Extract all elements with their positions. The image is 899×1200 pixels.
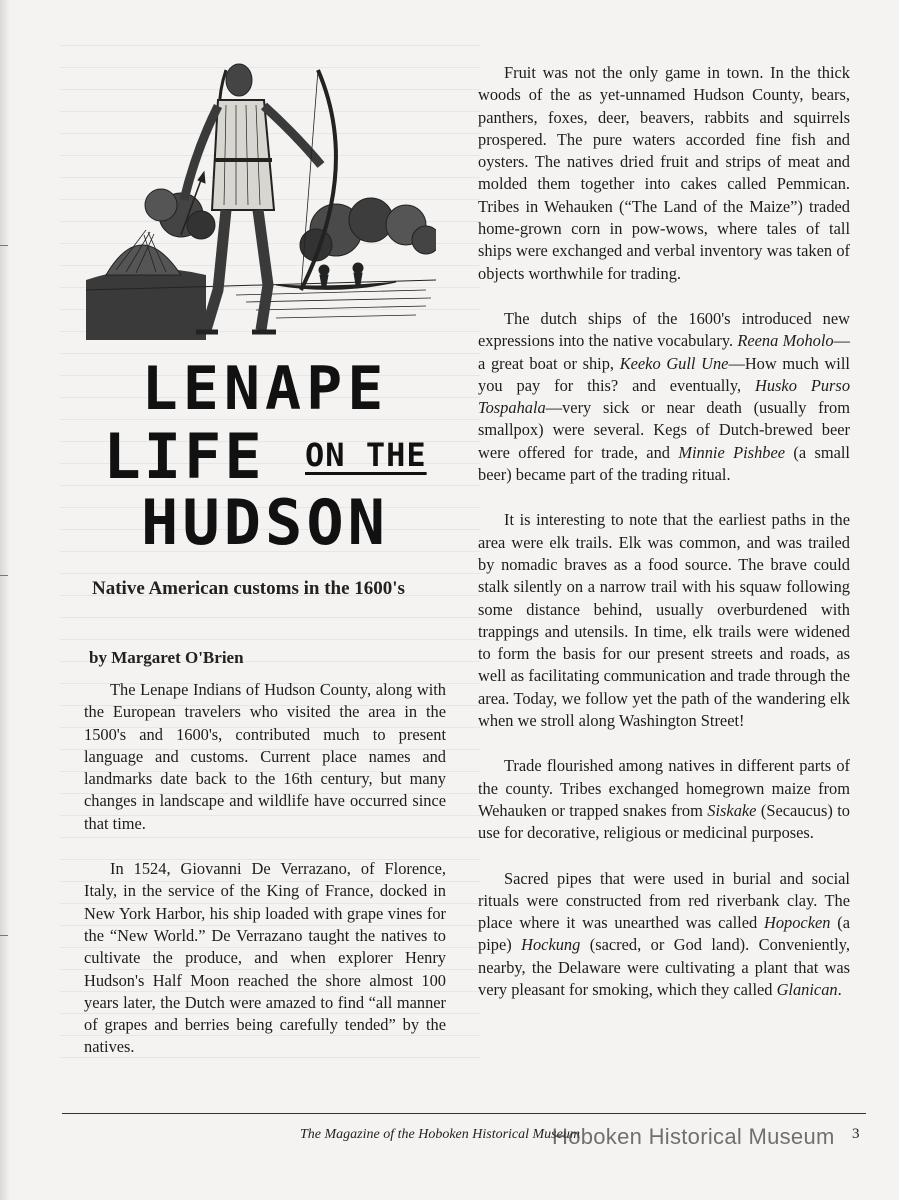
page-edge-shadow (0, 0, 10, 1200)
article-subtitle: Native American customs in the 1600's (92, 578, 405, 599)
right-column (478, 62, 850, 1001)
paragraph-text: (a pipe) (478, 913, 850, 955)
paragraph-text: . (837, 979, 842, 999)
margin-tick (0, 245, 8, 246)
title-word-life: LIFE (103, 420, 265, 493)
native-term: Siskake (707, 800, 757, 820)
body-paragraph: It is interesting to note that the earliest paths in the area were elk trails. Elk was common, and was trailed by nomadic braves as a food source. The brave could stalk silently on a narrow trail with his squaw following some distance behind, usually overburdened with trappings and utensils. In time, elk trails were widened to form the basis for our present streets and roads, as well as facilitating communication and trade through the area. Today, we follow yet the path of the wandering elk when we stroll along Washington Street! (478, 510, 850, 731)
title-line-lenape: LENAPE (141, 354, 389, 424)
paragraph-text: —a great boat or ship, (478, 331, 850, 373)
native-term: Keeko Gull Une (619, 353, 729, 373)
article-byline: by Margaret O'Brien (89, 648, 244, 667)
native-term: Hockung (521, 935, 581, 955)
paragraph-text: The dutch ships of the 1600's introduced new expressions into the native vocabulary. (478, 308, 850, 351)
margin-tick (0, 935, 8, 936)
body-paragraph: In 1524, Giovanni De Verrazano, of Florence, Italy, in the service of the King of France, docked in New York Harbor, his ship loaded with grape vines for the “New World.” De Verrazano taught the natives to cultivate the produce, and when explorer Henry Hudson's Half Moon reached the shore almost 100 years later, the Dutch were amazed to find “all manner of grapes and berries being carefully tended” by the natives. (84, 859, 446, 1057)
page-number: 3 (852, 1126, 860, 1142)
body-paragraph-pipes (478, 868, 850, 1002)
paragraph-text: Trade flourished among natives in different parts of the county. Tribes exchanged homegrown maize from Wehauken or trapped snakes from (478, 756, 850, 820)
title-line-hudson: HUDSON (141, 486, 389, 559)
footer-magazine-title: The Magazine of the Hoboken Historical Museum (300, 1127, 580, 1142)
native-term: Minnie Pishbee (678, 442, 786, 462)
title-line-life-on-the (84, 420, 446, 493)
margin-tick (0, 575, 8, 576)
paragraph-text: Sacred pipes that were used in burial and social rituals were constructed from red riverbank clay. The place where it was unearthed was called (478, 868, 850, 933)
left-column (84, 40, 446, 1059)
article-title (84, 354, 446, 559)
paragraph-text: (Secaucus) to use for decorative, religious or medicinal purposes. (478, 800, 850, 843)
body-paragraph: Fruit was not the only game in town. In the thick woods of the as yet-unnamed Hudson County, bears, panthers, foxes, deer, beavers, rabbits and squirrels prospered. The pure waters accorded fine fish and oysters. The natives dried fruit and strips of meat and molded them together into cakes called Pemmican. Tribes in Wehauken (“The Land of the Maize”) traded home-grown corn in pow-wows, where tales of tall ships were exchanged and verbal inventory was taken of objects worthwhile for trading. (478, 63, 850, 283)
native-archer-woodcut-illustration (86, 40, 436, 340)
paragraph-text: (a small beer) became part of the trading ritual. (478, 442, 850, 485)
body-paragraph: The Lenape Indians of Hudson County, along with the European travelers who visited the area in the 1500's and 1600's, contributed much to present language and customs. Current place names and landmarks date back to the 16th century, but many changes in landscape and wildlife have occurred since that time. (84, 680, 446, 833)
native-term: Hopocken (764, 913, 831, 933)
body-paragraph-vocabulary (478, 308, 850, 486)
paragraph-text: —very sick or near death (usually from smallpox) were several. Kegs of Dutch-brewed beer were offered for trade, and (478, 398, 850, 462)
native-term: Reena Moholo (737, 331, 834, 351)
paragraph-text: —How much will you pay for this? and eventually, (478, 353, 850, 395)
footer-divider (62, 1113, 866, 1114)
native-term: Glanican (776, 979, 838, 999)
title-words-on-the: ON THE (305, 436, 427, 474)
watermark-text: Hoboken Historical Museum (552, 1124, 835, 1149)
native-term: Husko Purso Tospahala (478, 375, 851, 418)
paragraph-text: (sacred, or God land). Conveniently, nearby, the Delaware were cultivating a plant that was very pleasant for smoking, which they called (478, 935, 851, 999)
body-paragraph-trade (478, 755, 850, 844)
